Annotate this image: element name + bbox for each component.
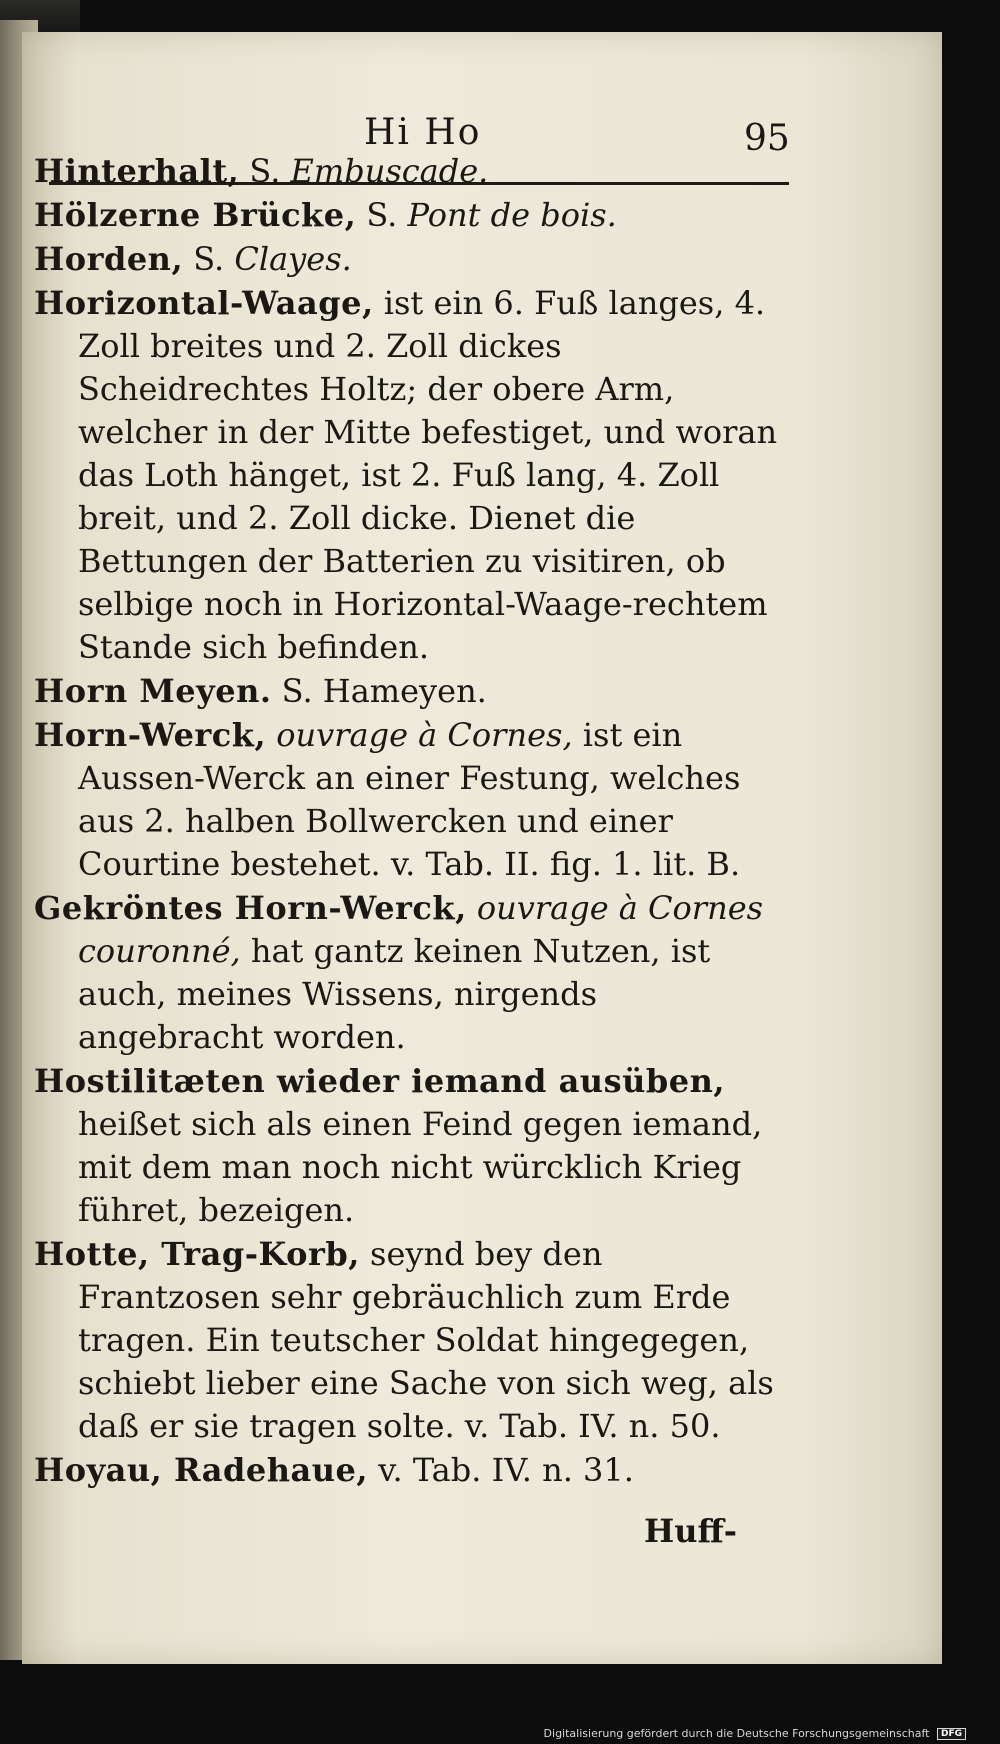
entry-text: seynd bey den Frantzosen sehr gebräuchlich zum Erde tragen. Ein teutscher Soldat hingegegen, schiebt lieber eine Sache von sich weg, als daß er sie tragen solte. v. Tab. IV. n. 50. — [78, 1235, 774, 1445]
entry-hoelzerne-bruecke — [34, 194, 779, 237]
footer-bar — [0, 1664, 1000, 1744]
entry-horizontal-waage — [34, 282, 779, 669]
entry-lemma: Horn-Werck, — [34, 716, 267, 754]
entry-text: heißet sich als einen Feind gegen iemand, mit dem man noch nicht würcklich Krieg führet, bezeigen. — [78, 1105, 763, 1229]
entry-horn-werck — [34, 714, 779, 886]
entry-lemma: Hinterhalt, — [34, 152, 240, 190]
entry-hotte — [34, 1233, 779, 1448]
entry-horn-meyen — [34, 670, 779, 713]
page-number: 95 — [744, 118, 790, 159]
entry-text: S. — [239, 152, 291, 190]
entry-latin: ouvrage à Cornes couronné, — [78, 889, 764, 970]
entry-lemma: Horizontal-Waage, — [34, 284, 374, 322]
entry-text: ist ein 6. Fuß langes, 4. Zoll breites und 2. Zoll dickes Scheidrechtes Holtz; der obere Arm, welcher in der Mitte befestiget, und woran das Loth hänget, ist 2. Fuß lang, 4. Zoll breit, und 2. Zoll dicke. Dienet die Bettungen der Batterien zu visitiren, ob selbige noch in Horizontal-Waage-rechtem Stande sich befinden. — [78, 284, 778, 666]
entry-hinterhalt — [34, 150, 779, 193]
entry-hoyau — [34, 1449, 779, 1492]
funding-credit — [544, 1727, 966, 1740]
entry-latin: Clayes. — [234, 240, 352, 278]
entry-latin: Pont de bois. — [407, 196, 617, 234]
entry-gekroentes-horn-werck — [34, 887, 779, 1059]
page-header — [34, 82, 794, 159]
entry-text: v. Tab. IV. n. 31. — [368, 1451, 634, 1489]
entry-text: ist ein Aussen-Werck an einer Festung, welches aus 2. halben Bollwercken und einer Courtine bestehet. v. Tab. II. fig. 1. lit. B. — [78, 716, 741, 883]
entry-text: hat gantz keinen Nutzen, ist auch, meines Wissens, nirgends angebracht worden. — [78, 932, 711, 1056]
entry-lemma: Hotte, Trag-Korb, — [34, 1235, 360, 1273]
entry-hostilitaeten — [34, 1060, 779, 1232]
dfg-logo-icon: DFG — [937, 1728, 966, 1740]
entry-text: S. — [356, 196, 408, 234]
entry-latin: Embuscade. — [290, 152, 489, 190]
entry-lemma: Hostilitæten wieder iemand ausüben, — [34, 1062, 725, 1100]
entry-lemma: Horden, — [34, 240, 184, 278]
dictionary-entries — [34, 150, 779, 1493]
entry-lemma: Hoyau, Radehaue, — [34, 1451, 369, 1489]
entry-text: S. Hameyen. — [271, 672, 487, 710]
catchword: Huff- — [643, 1512, 737, 1550]
entry-text: S. — [183, 240, 235, 278]
entry-latin: ouvrage à Cornes, — [276, 716, 573, 754]
running-head: Hi Ho — [364, 112, 482, 153]
entry-lemma: Horn Meyen. — [34, 672, 272, 710]
entry-lemma: Gekröntes Horn-Werck, — [34, 889, 467, 927]
entry-lemma: Hölzerne Brücke, — [34, 196, 357, 234]
book-page — [22, 32, 942, 1664]
credit-text: Digitalisierung gefördert durch die Deutsche Forschungsgemeinschaft — [543, 1727, 930, 1740]
entry-horden — [34, 238, 779, 281]
